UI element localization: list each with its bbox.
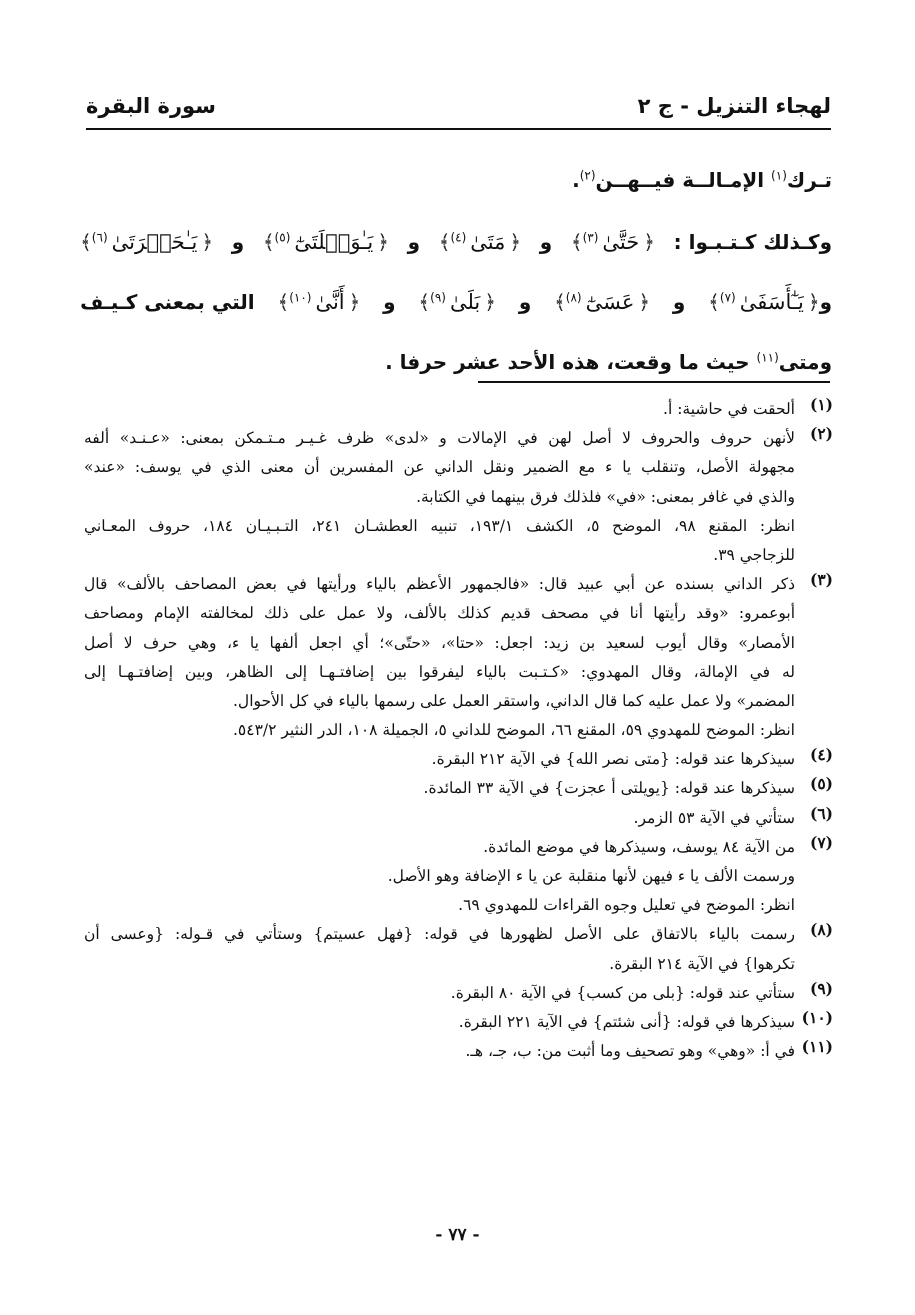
footnote-item [84,979,833,1008]
footnote-line: والذي في غافر بمعنى: «في» فلذلك فرق بينهما في الكتابة. [416,487,795,506]
quran-word: أَنَّىٰ [315,290,345,314]
footnote-line: ورسمت الألف يا ء فيهن لأنها منقلبة عن يا ء الإضافة وهو الأصل. [387,867,795,885]
quran-word-group [554,272,650,332]
footnote-line: لأنهن حروف والحروف لا أصل لهن في الإمالات و «لدى» ظرف غـيـر مـتـمكن بمعنى: «عـنـد» ألفه [84,429,795,448]
ornate-bracket-open: ﴿ [348,290,361,314]
footnote-item [84,424,833,570]
header-rule [86,128,831,130]
ornate-bracket-open: ﴿ [638,290,651,314]
footnote-number: (٢) [809,424,833,444]
quran-word: يَـٰوَيۡلَتَىٰٓ [294,230,374,254]
footnote-line: الأمصار» وقال أيوب لسعيد بن زيد: اجعل: «حتا»، «حتّى»؛ أي اجعل ألفها يا ء، وهي حرف لا أصل [84,633,795,652]
ornate-bracket-open: ﴿ [377,230,389,254]
conjunction: و [407,230,421,254]
footnote-ref: (١٠) [289,290,312,305]
footnote-ref: (٩) [430,290,446,305]
footnote-item [84,804,833,833]
footnote-line: ألحقت في حاشية: أ. [663,400,795,418]
footnote-item [84,395,833,424]
footnote-body [84,745,795,774]
conjunction: و [539,230,553,254]
main-line-1 [80,150,832,212]
footnote-item [84,570,833,745]
ornate-bracket-close: ﴾ [554,290,566,314]
footnote-line: سيذكرها عند قوله: {متى نصر الله} في الآية ٢١٢ البقرة. [431,750,795,769]
ornate-bracket-close: ﴾ [570,230,583,254]
footnote-body [84,979,795,1008]
footnote-item [84,920,833,978]
footnote-line: له في الإمالة، وقال المهدوي: «كـتـبت بالياء ليفرقوا بين إضافتـهـا إلى الظاهر، وبين إضافتـهـا إلى [84,662,795,681]
quran-word: بَلَىٰ [449,290,481,314]
footnote-item [84,833,833,921]
footnote-number: (٦) [809,803,833,823]
footnote-line: ذكر الداني بسنده عن أبي عبيد قال: «فالجمهور الأعظم بالياء ورأيتها في بعض المصاحف بالألف» قال [84,575,795,594]
footnote-line: في أ: «وهي» وهو تصحيف وما أثبت من: ب، جـ، هـ. [465,1042,795,1061]
conjunction: و [231,230,245,254]
footnote-ref: (٥) [274,230,291,245]
footnote-line: للزجاجي ٣٩. [713,545,795,564]
running-header [86,82,831,118]
footnote-number: (١١) [801,1037,833,1057]
footnote-line: أبوعمرو: «وقد رأيتها أنا في مصحف قديم كذلك بالألف، ولا عمل على ذلك لمخالفته الإمام ومصاحف [84,604,795,623]
footnote-ref: (٦) [91,230,108,245]
quran-word-group [80,212,213,272]
quran-word-group [418,272,496,332]
footnote-number: (٩) [809,978,833,998]
footnote-body [84,774,795,803]
text-segment: ومتى [778,350,832,374]
footnote-item [84,1037,833,1066]
footnote-line: سيذكرها عند قوله: {يويلتى أ عجزت} في الآية ٣٣ المائدة. [423,779,795,798]
conjunction: و [672,290,686,314]
footnote-line: مجهولة الأصل، وتنقلب يا ء مع الضمير ونقل الداني عن المفسرين أن معنى الذي في يوسف: «عند» [84,458,795,477]
ornate-bracket-close: ﴾ [418,290,431,314]
footnote-line: ستأتي عند قوله: {بلى من كسب} في الآية ٨٠ البقرة. [450,983,795,1002]
conjunction: و [518,290,532,314]
ornate-bracket-close: ﴾ [262,230,275,254]
quran-word-group [277,272,360,332]
book-title: لهجاء التنزيل - ج ٢ [637,94,831,118]
footnote-line: سيذكرها في قوله: {أنى شئتم} في الآية ٢٢١ البقرة. [458,1012,795,1031]
footnotes [84,395,833,1066]
text-segment: . [572,168,580,192]
footnote-number: (٣) [809,570,833,590]
text-segment: الإمـالــة فيــهــن [595,168,765,192]
ornate-bracket-close: ﴾ [438,230,451,254]
footnote-number: (٤) [809,745,833,765]
quran-word-group [439,212,521,272]
footnote-body [84,424,795,570]
text-segment: التي بمعنى كـيـف [80,290,255,314]
footnote-body [84,1037,795,1066]
footnote-body [84,1008,795,1037]
footnote-line: انظر: المقنع ٩٨، الموضح ٥، الكشف ١٩٣/١، تنبيه العطشـان ٢٤١، التـبـيـان ١٨٤، حروف المعـاني [84,516,795,535]
conjunction: و [383,290,396,314]
text-segment: وكـذلك كـتـبـوا : [673,230,832,254]
footnote-separator [478,381,830,383]
footnote-line: انظر: الموضح للمهدوي ٥٩، المقنع ٦٦، الموضح للداني ٥، الجميلة ١٠٨، الدر النثير ٥٤٣/٢. [232,721,795,740]
surah-title: سورة البقرة [86,94,216,118]
main-line-3 [80,272,832,332]
text-segment: حيث ما وقعت، هذه الأحد عشر حرفا . [385,350,750,374]
footnote-ref: (٣) [582,230,599,245]
text-segment: تـرك [786,168,832,192]
ornate-bracket-close: ﴾ [277,290,290,314]
footnote-body [84,920,795,978]
footnote-ref: (٤) [450,230,467,245]
footnote-ref: (١) [771,168,787,183]
quran-word-group [571,212,655,272]
quran-word: مَتَىٰ [470,230,506,254]
quran-word-group [263,212,389,272]
main-line-4 [80,332,832,392]
footnote-line: رسمت بالياء بالاتفاق على الأصل لظهورها في قوله: {فهل عسيتم} وستأتي في قـوله: {وعسى أن [84,925,795,944]
quran-word-group [708,272,832,332]
footnote-ref: (٨) [565,290,582,305]
page-number: - ٧٧ - [435,1225,480,1245]
footnote-body [84,570,795,745]
quran-word: عَسَىٰٓ [585,290,635,314]
quran-word: حَتَّىٰ [602,230,640,254]
footnote-line: من الآية ٨٤ يوسف، وسيذكرها في موضع المائدة. [483,837,795,856]
footnote-body [84,395,795,424]
footnote-number: (١٠) [801,1007,833,1027]
ornate-bracket-close: ﴾ [708,290,720,314]
main-text [80,150,832,392]
ornate-bracket-open: ﴿ [201,230,214,254]
ornate-bracket-open: ﴿ [807,290,820,314]
quran-word: يَـٰحَسۡرَتَىٰ [111,230,198,254]
footnote-ref: (٢) [579,168,596,183]
main-line-2 [80,212,832,272]
footnote-body [84,833,795,921]
ornate-bracket-open: ﴿ [509,230,522,254]
footnote-line: انظر: الموضح في تعليل وجوه القراءات للمهدوي ٦٩. [458,896,795,915]
footnote-number: (٥) [809,774,833,794]
footnote-number: (٧) [809,832,833,852]
footnote-number: (١) [809,395,833,414]
ornate-bracket-close: ﴾ [80,230,92,254]
footnote-item [84,774,833,803]
ornate-bracket-open: ﴿ [643,230,655,254]
quran-word: يَـٰٓأَسَفَىٰ [739,290,804,314]
footnote-ref: (١١) [756,350,779,365]
footnote-body [84,804,795,833]
ornate-bracket-open: ﴿ [484,290,496,314]
conjunction: و [819,290,832,314]
footnote-item [84,1008,833,1037]
footnote-line: تكرهوا} في الآية ٢١٤ البقرة. [609,954,795,973]
footnote-number: (٨) [809,920,833,940]
footnote-line: ستأتي في الآية ٥٣ الزمر. [633,808,795,827]
footnote-ref: (٧) [719,290,736,305]
footnote-item [84,745,833,774]
footnote-line: المضمر» ولا عمل عليه كما قال الداني، واستقر العمل على رسمها بالياء في كل الأحوال. [233,691,795,710]
